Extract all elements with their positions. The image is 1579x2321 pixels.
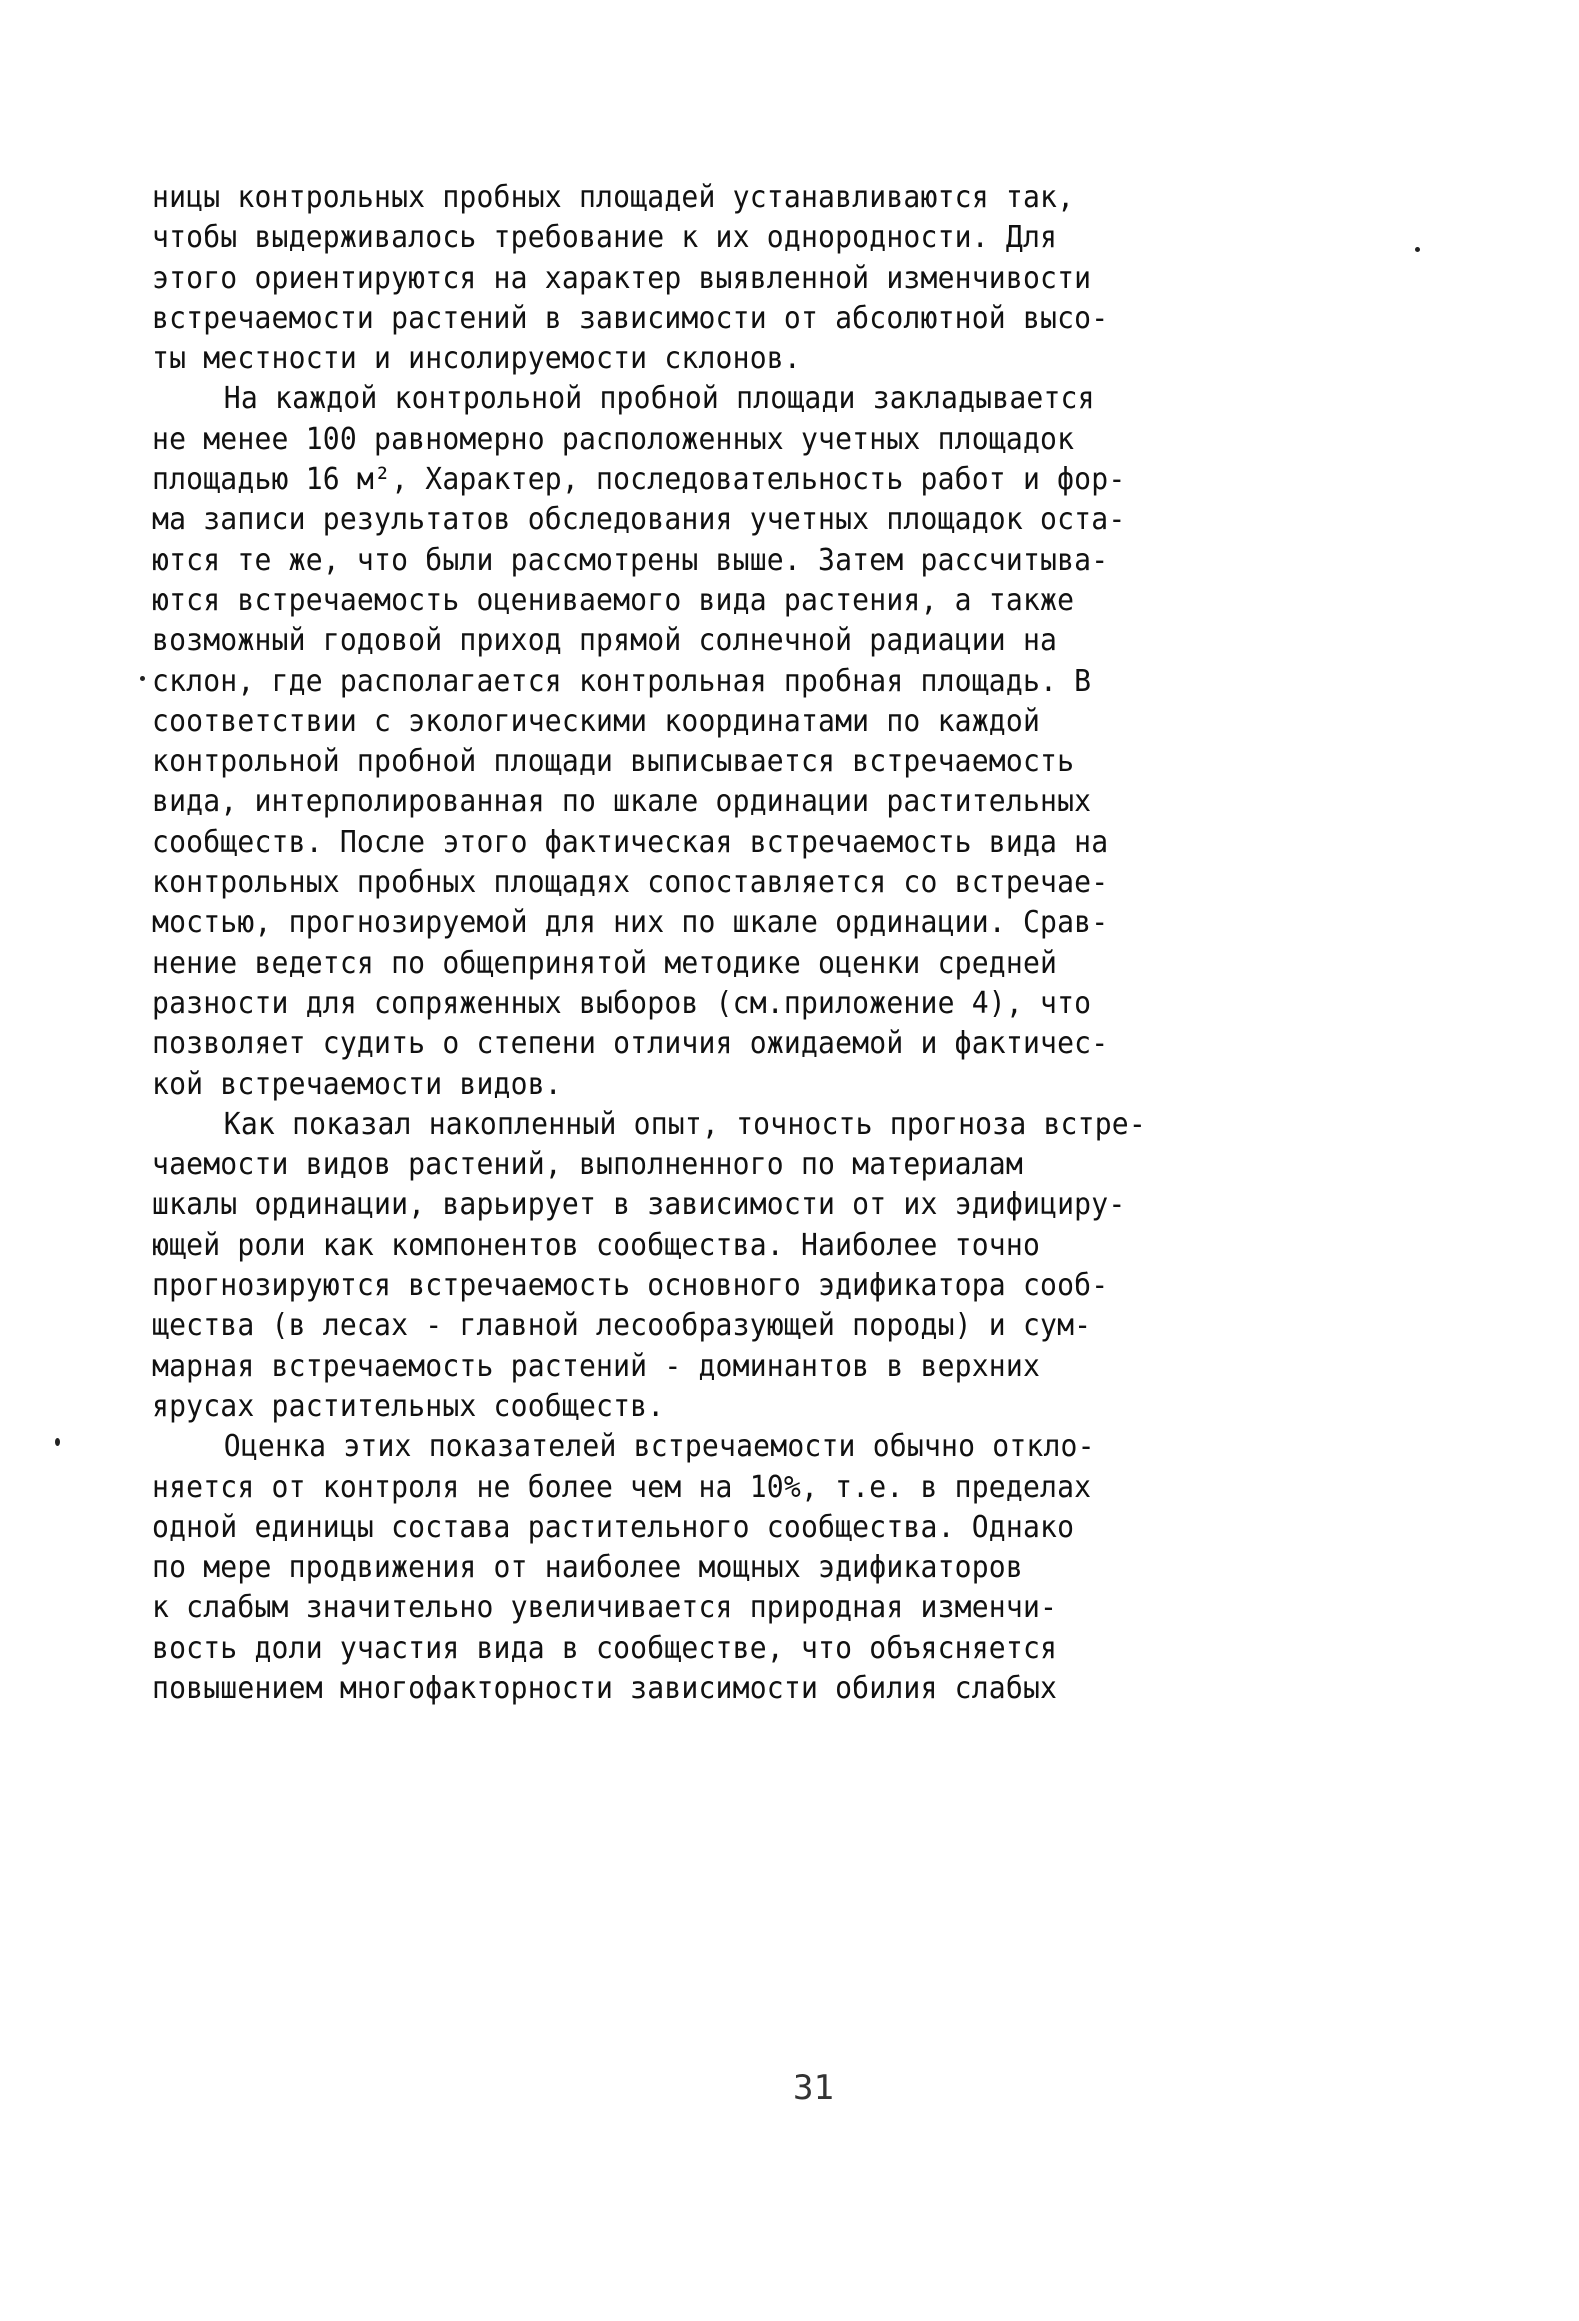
text-line: Оценка этих показателей встречаемости обычно откло-: [223, 1429, 1095, 1465]
text-line: ты местности и инсолируемости склонов.: [152, 341, 801, 377]
text-line: няется от контроля не более чем на 10%, т.е. в пределах: [152, 1469, 1092, 1505]
text-line: На каждой контрольной пробной площади закладывается: [223, 381, 1095, 417]
text-line: позволяет судить о степени отличия ожидаемой и фактичес-: [152, 1026, 1109, 1062]
text-line: мостью, прогнозируемой для них по шкале ординации. Срав-: [152, 905, 1109, 941]
text-line: чаемости видов растений, выполненного по материалам: [152, 1147, 1023, 1183]
text-line: к слабым значительно увеличивается природная изменчи-: [152, 1590, 1058, 1626]
text-line: площадью 16 м², Характер, последовательность работ и фор-: [152, 462, 1126, 498]
text-line: одной единицы состава растительного сообщества. Однако: [152, 1509, 1075, 1545]
paragraph-3: [152, 1105, 1462, 1427]
paragraph-1: [152, 178, 1462, 379]
text-line: Как показал накопленный опыт, точность прогноза встре-: [223, 1106, 1146, 1142]
text-line: нение ведется по общепринятой методике оценки средней: [152, 945, 1058, 981]
text-line: ярусах растительных сообществ.: [152, 1388, 665, 1424]
text-line: ются те же, что были рассмотрены выше. Затем рассчитыва-: [152, 542, 1109, 578]
text-line: ницы контрольных пробных площадей устанавливаются так,: [152, 180, 1075, 215]
paragraph-4: [152, 1427, 1462, 1709]
text-line: марная встречаемость растений - доминантов в верхних: [152, 1348, 1041, 1384]
text-line: разности для сопряженных выборов (см.приложение 4), что: [152, 985, 1092, 1021]
text-line: повышением многофакторности зависимости обилия слабых: [152, 1670, 1058, 1706]
text-line: по мере продвижения от наиболее мощных эдификаторов: [152, 1550, 1023, 1586]
text-line: кой встречаемости видов.: [152, 1066, 562, 1102]
text-line: не менее 100 равномерно расположенных учетных площадок: [152, 421, 1075, 457]
text-line: этого ориентируются на характер выявленной изменчивости: [152, 260, 1092, 296]
text-line: ма записи результатов обследования учетных площадок оста-: [152, 502, 1126, 538]
text-line: прогнозируются встречаемость основного эдификатора сооб-: [152, 1268, 1109, 1304]
paragraph-2: [152, 379, 1462, 1104]
text-line: ющей роли как компонентов сообщества. Наиболее точно: [152, 1227, 1041, 1263]
text-line: вида, интерполированная по шкале ординации растительных: [152, 784, 1092, 820]
text-line: щества (в лесах - главной лесообразующей породы) и сум-: [152, 1308, 1092, 1344]
scan-speck: [55, 1438, 60, 1446]
text-line: контрольной пробной площади выписывается встречаемость: [152, 744, 1075, 780]
text-line: встречаемости растений в зависимости от абсолютной высо-: [152, 300, 1109, 336]
page-number: 31: [793, 2068, 834, 2108]
text-line: ются встречаемость оцениваемого вида растения, а также: [152, 582, 1075, 618]
scan-speck: [140, 676, 145, 681]
text-line: вость доли участия вида в сообществе, что объясняется: [152, 1630, 1058, 1666]
scan-speck: [1415, 247, 1420, 252]
text-line: возможный годовой приход прямой солнечной радиации на: [152, 623, 1058, 659]
text-line: сообществ. После этого фактическая встречаемость вида на: [152, 824, 1109, 860]
text-line: соответствии с экологическими координатами по каждой: [152, 703, 1041, 739]
text-line: чтобы выдерживалось требование к их однородности. Для: [152, 220, 1058, 256]
text-line: шкалы ординации, варьирует в зависимости от их эдифициру-: [152, 1187, 1126, 1223]
text-line: склон, где располагается контрольная пробная площадь. В: [152, 663, 1092, 699]
page-body: [152, 178, 1462, 1709]
text-line: контрольных пробных площадях сопоставляется со встречае-: [152, 865, 1109, 901]
